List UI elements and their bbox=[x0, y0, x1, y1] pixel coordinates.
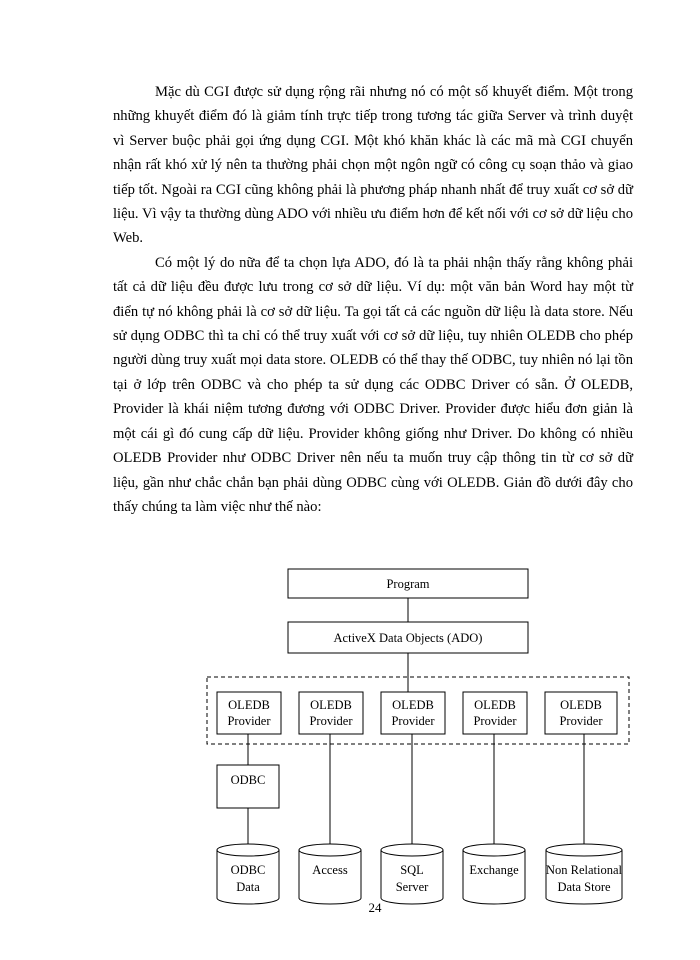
store-nonrel-line1: Non Relational bbox=[545, 863, 623, 877]
store-odbc-line2: Data bbox=[236, 880, 260, 894]
provider-4-line1: OLEDB bbox=[474, 698, 516, 712]
store-odbc-line1: ODBC bbox=[230, 863, 266, 877]
store-sql-line1: SQL bbox=[400, 863, 424, 877]
store-sql-line2: Server bbox=[395, 880, 429, 894]
provider-2-line2: Provider bbox=[309, 714, 353, 728]
ado-label: ActiveX Data Objects (ADO) bbox=[333, 631, 483, 645]
program-label: Program bbox=[386, 577, 430, 591]
paragraph-2-text: Có một lý do nữa để ta chọn lựa ADO, đó là ta phải nhận thấy rằng không phải tất cả dữ liệu đều được lưu trong cơ sở dữ liệu. Ví dụ: một văn bản Word hay một từ điển tự nó không phải là cơ sở dữ liệu. Ta gọi tất cả các nguồn dữ liệu là data store. Nếu sử dụng ODBC thì ta chỉ có thể truy xuất với cơ sở dữ liệu, tuy nhiên OLEDB cho phép người dùng truy xuất mọi data store. OLEDB có thể thay thế ODBC, tuy nhiên nó lại tồn tại ở lớp trên ODBC và cho phép ta sử dụng các ODBC Driver có sẵn. Ở OLEDB, Provider là khái niệm tương đương với ODBC Driver. Provider được hiểu đơn giản là một cái gì đó cung cấp dữ liệu. Provider không giống như Driver. Do không có nhiều OLEDB Provider như ODBC Driver nên nếu ta muốn truy cập thông tin từ cơ sở dữ liệu, gần như chắc chắn bạn phải dùng ODBC cùng với OLEDB. Giản đồ dưới đây cho thấy chúng ta làm việc như thế nào: bbox=[113, 254, 633, 515]
provider-2-line1: OLEDB bbox=[310, 698, 352, 712]
provider-1-line1: OLEDB bbox=[228, 698, 270, 712]
store-nonrel-line2: Data Store bbox=[557, 880, 611, 894]
provider-3-line2: Provider bbox=[391, 714, 435, 728]
provider-5-line1: OLEDB bbox=[560, 698, 602, 712]
provider-5-line2: Provider bbox=[559, 714, 603, 728]
store-access-line1: Access bbox=[312, 863, 348, 877]
odbc-label: ODBC bbox=[230, 773, 266, 787]
page-number: 24 bbox=[368, 900, 382, 915]
provider-1-line2: Provider bbox=[227, 714, 271, 728]
store-exchange-line1: Exchange bbox=[469, 863, 519, 877]
provider-3-line1: OLEDB bbox=[392, 698, 434, 712]
provider-4-line2: Provider bbox=[473, 714, 517, 728]
paragraph-1-text: Mặc dù CGI được sử dụng rộng rãi nhưng nó có một số khuyết điểm. Một trong những khuyết điểm đó là giảm tính trực tiếp trong tương tác giữa Server và trình duyệt vì Server buộc phải gọi ứng dụng CGI. Một khó khăn khác là các mã mà CGI chuyển nhận rất khó xử lý nên ta thường phải chọn một ngôn ngữ có công cụ soạn thảo và giao tiếp tốt. Ngoài ra CGI cũng không phải là phương pháp nhanh nhất để truy xuất cơ sở dữ liệu. Vì vậy ta thường dùng ADO với nhiều ưu điểm hơn để kết nối với cơ sở dữ liệu cho Web. bbox=[113, 84, 633, 247]
